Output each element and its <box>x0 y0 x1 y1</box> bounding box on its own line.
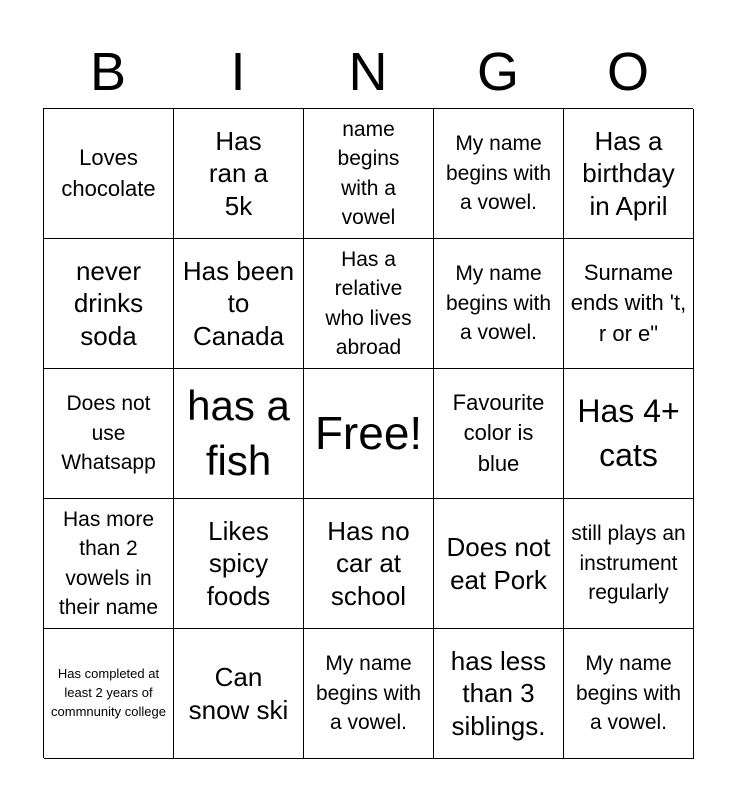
bingo-cell[interactable] <box>174 239 304 369</box>
bingo-cell[interactable] <box>564 369 694 499</box>
bingo-cell[interactable] <box>434 109 564 239</box>
bingo-cell[interactable] <box>434 629 564 759</box>
cell-text: Has no car at school <box>327 516 410 611</box>
bingo-cell[interactable] <box>44 629 174 759</box>
bingo-board <box>43 108 693 758</box>
free-space-text: Free! <box>314 407 423 460</box>
bingo-cell[interactable] <box>304 239 434 369</box>
bingo-header <box>43 40 693 104</box>
header-letter-b: B <box>89 42 127 102</box>
bingo-cell[interactable] <box>174 369 304 499</box>
header-letter-g: G <box>476 42 519 102</box>
bingo-cell[interactable] <box>564 239 694 369</box>
cell-text: Has a relative who lives abroad <box>325 247 412 359</box>
cell-text: Loves chocolate <box>61 145 156 201</box>
free-space-cell[interactable] <box>304 369 434 499</box>
bingo-cell[interactable] <box>44 369 174 499</box>
cell-text: Has been to Canada <box>182 256 295 351</box>
cell-text: Has a birthday in April <box>582 126 675 221</box>
bingo-cell[interactable] <box>44 239 174 369</box>
bingo-cell[interactable] <box>174 629 304 759</box>
cell-text: My name begins with a vowel. <box>315 652 422 735</box>
cell-text: Does not use Whatsapp <box>61 392 156 475</box>
cell-text: has a fish <box>187 381 290 484</box>
cell-text: Can snow ski <box>188 662 289 725</box>
bingo-cell[interactable] <box>434 369 564 499</box>
cell-text: Does not eat Pork <box>446 532 551 595</box>
header-letter-n: N <box>348 42 388 102</box>
cell-text: Surname ends with 't, r or e" <box>570 259 687 346</box>
cell-text: never drinks soda <box>73 256 144 351</box>
cell-text: Has more than 2 vowels in their name <box>58 507 159 619</box>
cell-text: name begins with a vowel <box>337 117 400 229</box>
bingo-cell[interactable] <box>564 629 694 759</box>
cell-text: Likes spicy foods <box>206 516 271 611</box>
cell-text: Has ran a 5k <box>208 126 269 221</box>
cell-text: My name begins with a vowel. <box>445 262 552 345</box>
bingo-cell[interactable] <box>304 109 434 239</box>
cell-text: Favourite color is blue <box>452 389 545 476</box>
cell-text: My name begins with a vowel. <box>575 652 682 735</box>
bingo-cell[interactable] <box>434 239 564 369</box>
bingo-cell[interactable] <box>304 629 434 759</box>
cell-text: My name begins with a vowel. <box>445 132 552 215</box>
cell-text: Has completed at least 2 years of commnunity college <box>51 666 166 719</box>
cell-text: has less than 3 siblings. <box>450 646 547 741</box>
cell-text: Has 4+ cats <box>577 393 680 473</box>
bingo-cell[interactable] <box>174 109 304 239</box>
bingo-cell[interactable] <box>44 499 174 629</box>
bingo-cell[interactable] <box>564 499 694 629</box>
bingo-cell[interactable] <box>304 499 434 629</box>
bingo-cell[interactable] <box>44 109 174 239</box>
cell-text: still plays an instrument regularly <box>571 522 686 605</box>
header-letter-o: O <box>606 42 649 102</box>
bingo-cell[interactable] <box>564 109 694 239</box>
bingo-cell[interactable] <box>434 499 564 629</box>
header-letter-i: I <box>230 42 246 102</box>
bingo-cell[interactable] <box>174 499 304 629</box>
